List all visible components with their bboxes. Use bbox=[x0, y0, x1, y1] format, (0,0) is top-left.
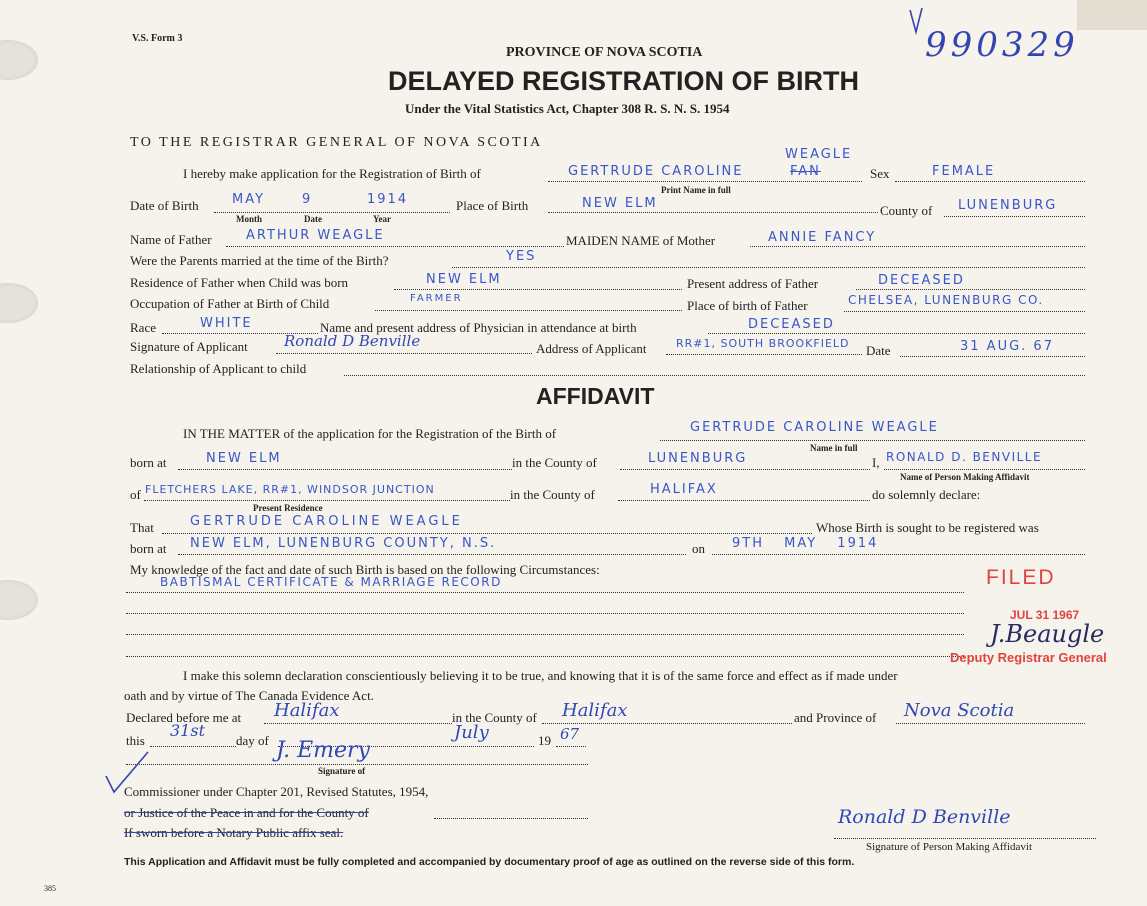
province-heading: PROVINCE OF NOVA SCOTIA bbox=[506, 45, 703, 60]
affidavit-heading: AFFIDAVIT bbox=[536, 383, 655, 409]
check-mark-icon bbox=[102, 748, 152, 794]
born-at-label: born at bbox=[130, 455, 167, 470]
addr-applicant-line bbox=[666, 354, 862, 355]
matter-line bbox=[660, 440, 1085, 441]
declared-at-label: Declared before me at bbox=[126, 710, 242, 725]
county-label: County of bbox=[880, 203, 933, 218]
sex-value: FEMALE bbox=[932, 164, 996, 179]
justice-text: or Justice of the Peace in and for the County of bbox=[124, 805, 369, 820]
province-value: Nova Scotia bbox=[904, 700, 1015, 721]
date-caption: Date bbox=[304, 214, 322, 224]
residence-line bbox=[144, 500, 510, 501]
deponent-signature: Ronald D Benville bbox=[838, 806, 1011, 828]
check-mark-icon bbox=[906, 6, 926, 36]
app-date-line bbox=[900, 356, 1085, 357]
sex-line bbox=[895, 181, 1085, 182]
pob-line bbox=[548, 212, 878, 213]
born-at2-line bbox=[178, 554, 686, 555]
declaration-text-1: I make this solemn declaration conscientiously believing it to be true, and knowing that it is of the same force and effect as if made under bbox=[183, 668, 898, 683]
on-date-value: 9TH MAY 1914 bbox=[732, 536, 879, 551]
relationship-label: Relationship of Applicant to child bbox=[130, 361, 307, 376]
whose-birth-label: Whose Birth is sought to be registered was bbox=[816, 520, 1039, 535]
name-in-full-caption: Name in full bbox=[810, 443, 858, 453]
notary-text: If sworn before a Notary Public affix seal. bbox=[124, 825, 344, 840]
occupation-label: Occupation of Father at Birth of Child bbox=[130, 296, 330, 311]
matter-name-value: GERTRUDE CAROLINE WEAGLE bbox=[690, 420, 939, 435]
res-father-line bbox=[394, 289, 682, 290]
print-name-caption: Print Name in full bbox=[661, 185, 731, 195]
county2-value: HALIFAX bbox=[650, 482, 718, 497]
sig-applicant-label: Signature of Applicant bbox=[130, 339, 248, 354]
registrar-signature: J.Beaugle bbox=[990, 620, 1105, 648]
struck-surname: FAN bbox=[790, 164, 821, 179]
res-father-value: NEW ELM bbox=[426, 272, 502, 287]
addr-applicant-label: Address of Applicant bbox=[536, 341, 647, 356]
in-county3-label: in the County of bbox=[452, 710, 537, 725]
day-value: 31st bbox=[170, 721, 205, 740]
dob-line bbox=[214, 212, 450, 213]
father-value: ARTHUR WEAGLE bbox=[246, 228, 385, 243]
declaration-text-2: oath and by virtue of The Canada Evidence Act. bbox=[124, 688, 374, 703]
in-county2-line bbox=[618, 500, 870, 501]
circumstances-line-1 bbox=[126, 592, 964, 593]
in-county2-label: in the County of bbox=[510, 487, 595, 502]
residence-caption: Present Residence bbox=[253, 503, 323, 513]
occupation-value: FARMER bbox=[410, 293, 463, 304]
pob-label: Place of Birth bbox=[456, 198, 529, 213]
mother-line bbox=[750, 246, 1085, 247]
app-date-value: 31 AUG. 67 bbox=[960, 339, 1054, 354]
pob-father-value: CHELSEA, LUNENBURG CO. bbox=[848, 293, 1044, 307]
present-father-line bbox=[856, 289, 1085, 290]
filed-stamp: FILED bbox=[986, 566, 1056, 589]
born-at-line bbox=[178, 469, 512, 470]
born-at-value: NEW ELM bbox=[206, 451, 282, 466]
mother-label: MAIDEN NAME of Mother bbox=[566, 233, 716, 248]
physician-line bbox=[708, 333, 1085, 334]
county-line bbox=[944, 216, 1085, 217]
month-caption: Month bbox=[236, 214, 263, 224]
county-value: LUNENBURG bbox=[958, 198, 1058, 213]
i-label: I, bbox=[872, 455, 880, 470]
of-label: of bbox=[130, 487, 141, 502]
paper-edge bbox=[1077, 0, 1147, 30]
punch-hole bbox=[0, 283, 38, 323]
in-county3-line bbox=[542, 723, 792, 724]
dob-month-value: MAY bbox=[232, 192, 266, 207]
name-line bbox=[548, 181, 862, 182]
pob-father-line bbox=[844, 311, 1085, 312]
residence-value: FLETCHERS LAKE, RR#1, WINDSOR JUNCTION bbox=[145, 483, 435, 496]
deponent-sig-line bbox=[834, 838, 1096, 839]
matter-label: IN THE MATTER of the application for the Registration of the Birth of bbox=[183, 426, 557, 441]
pob-father-label: Place of birth of Father bbox=[687, 298, 808, 313]
commissioner-signature: J. Emery bbox=[276, 738, 370, 763]
footer-instructions: This Application and Affidavit must be fully completed and accompanied by documentary proof of age as outlined on the reverse side of this form. bbox=[124, 856, 855, 868]
addressee: TO THE REGISTRAR GENERAL OF NOVA SCOTIA bbox=[130, 135, 543, 150]
app-date-label: Date bbox=[866, 343, 891, 358]
day-line bbox=[150, 746, 236, 747]
on-label: on bbox=[692, 541, 705, 556]
applicant-signature: Ronald D Benville bbox=[284, 332, 421, 350]
deponent-line bbox=[884, 469, 1085, 470]
in-county-line bbox=[620, 469, 870, 470]
commissioner-text: Commissioner under Chapter 201, Revised Statutes, 1954, bbox=[124, 784, 429, 799]
that-label: That bbox=[130, 520, 154, 535]
province-label: and Province of bbox=[794, 710, 877, 725]
declared-at-line bbox=[264, 723, 452, 724]
present-father-label: Present address of Father bbox=[687, 276, 819, 291]
race-value: WHITE bbox=[200, 316, 253, 331]
physician-label: Name and present address of Physician in attendance at birth bbox=[320, 320, 637, 335]
registrar-role-stamp: Deputy Registrar General bbox=[950, 650, 1107, 665]
married-line bbox=[452, 267, 1085, 268]
signature-of-caption: Signature of bbox=[318, 766, 366, 776]
occupation-line bbox=[375, 310, 682, 311]
form-id: V.S. Form 3 bbox=[132, 33, 183, 44]
day-of-label: day of bbox=[236, 733, 269, 748]
married-value: YES bbox=[506, 249, 537, 264]
inserted-surname: WEAGLE bbox=[785, 147, 853, 162]
month-value: July bbox=[454, 722, 489, 743]
circumstances-value: BABTISMAL CERTIFICATE & MARRIAGE RECORD bbox=[160, 575, 502, 589]
deponent-value: RONALD D. BENVILLE bbox=[886, 450, 1043, 464]
circumstances-line-3 bbox=[126, 634, 964, 635]
punch-hole bbox=[0, 40, 38, 80]
punch-hole bbox=[0, 580, 38, 620]
pob-value: NEW ELM bbox=[582, 196, 658, 211]
signature-line bbox=[126, 764, 588, 765]
serial-number: 990329 bbox=[925, 25, 1079, 65]
race-label: Race bbox=[130, 320, 156, 335]
father-line bbox=[226, 246, 564, 247]
physician-value: DECEASED bbox=[748, 317, 835, 332]
justice-line bbox=[434, 818, 588, 819]
form-subtitle: Under the Vital Statistics Act, Chapter 308 R. S. N. S. 1954 bbox=[405, 101, 730, 116]
deponent-sig-caption: Signature of Person Making Affidavit bbox=[866, 841, 1032, 853]
on-date-line bbox=[712, 554, 1085, 555]
dob-date-value: 9 bbox=[302, 192, 313, 207]
dob-year-value: 1914 bbox=[367, 192, 409, 207]
year-value: 67 bbox=[560, 725, 580, 743]
form-title: DELAYED REGISTRATION OF BIRTH bbox=[388, 66, 860, 96]
county-affidavit-value: LUNENBURG bbox=[648, 451, 748, 466]
in-county-label: in the County of bbox=[512, 455, 597, 470]
circumstances-line-2 bbox=[126, 613, 964, 614]
born-at2-label: born at bbox=[130, 541, 167, 556]
circumstances-line-4 bbox=[126, 656, 964, 657]
born-at2-value: NEW ELM, LUNENBURG COUNTY, N.S. bbox=[190, 536, 497, 551]
year-prefix: 19 bbox=[538, 733, 551, 748]
year-line bbox=[556, 746, 586, 747]
this-label: this bbox=[126, 733, 145, 748]
knowledge-label: My knowledge of the fact and date of such Birth is based on the following Circumstances: bbox=[130, 562, 600, 577]
declare-label: do solemnly declare: bbox=[872, 487, 981, 502]
married-label: Were the Parents married at the time of the Birth? bbox=[130, 253, 389, 268]
mother-value: ANNIE FANCY bbox=[768, 230, 877, 245]
year-caption: Year bbox=[373, 214, 391, 224]
corner-number: 385 bbox=[44, 884, 56, 893]
father-label: Name of Father bbox=[130, 232, 212, 247]
addr-applicant-value: RR#1, SOUTH BROOKFIELD bbox=[676, 337, 850, 350]
sig-applicant-line bbox=[276, 353, 532, 354]
deponent-caption: Name of Person Making Affidavit bbox=[900, 472, 1030, 482]
province-line bbox=[896, 723, 1085, 724]
county3-value: Halifax bbox=[562, 700, 628, 721]
that-name-value: GERTRUDE CAROLINE WEAGLE bbox=[190, 514, 463, 529]
filed-date-stamp: JUL 31 1967 bbox=[1010, 608, 1080, 622]
relationship-line bbox=[344, 375, 1085, 376]
declared-at-value: Halifax bbox=[274, 700, 340, 721]
that-line bbox=[162, 533, 812, 534]
present-father-value: DECEASED bbox=[878, 273, 965, 288]
res-father-label: Residence of Father when Child was born bbox=[130, 275, 349, 290]
child-name-value: GERTRUDE CAROLINE bbox=[568, 164, 744, 179]
sex-label: Sex bbox=[870, 166, 890, 181]
dob-label: Date of Birth bbox=[130, 198, 199, 213]
application-label: I hereby make application for the Registration of Birth of bbox=[183, 166, 481, 181]
